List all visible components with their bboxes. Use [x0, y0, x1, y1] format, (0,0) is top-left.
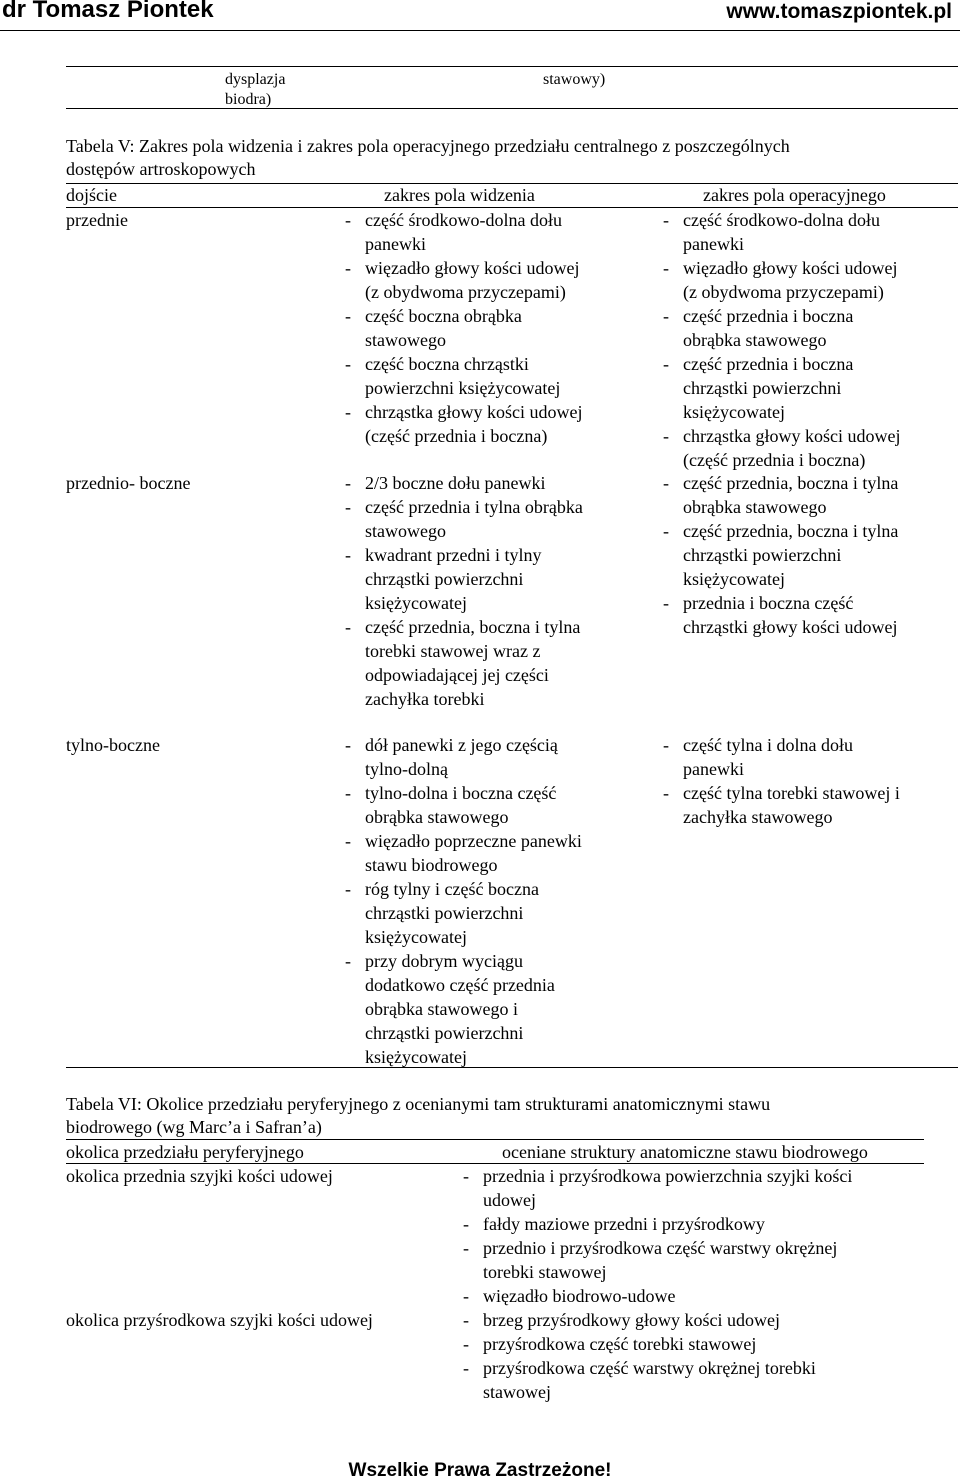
table5-view-item-line: chrząstki powierzchni	[365, 903, 524, 923]
table6-structure-item-text	[463, 1332, 756, 1356]
table5-operative-item-line: część tylna i dolna dołu	[683, 735, 853, 755]
table5-operative-item-text	[663, 304, 853, 352]
table5-caption-line2: dostępów artroskopowych	[66, 159, 256, 179]
table6-structure-item	[463, 1284, 675, 1308]
table5-view-item-line: księżycowatej	[365, 927, 467, 947]
table5-operative-item-text	[663, 256, 897, 304]
bullet-dash: -	[663, 258, 669, 278]
table5-operative-item-line: chrząstki głowy kości udowej	[683, 617, 898, 637]
table5-operative-item-line: księżycowatej	[683, 402, 785, 422]
table5-operative-item	[663, 424, 900, 472]
table6-structure-item-line: przednia i przyśrodkowa powierzchnia szyjki kości	[483, 1166, 853, 1186]
table5-view-item-line: tylno-dolną	[365, 759, 448, 779]
table5-caption-line1: Tabela V: Zakres pola widzenia i zakres pola operacyjnego przedziału centralnego z poszczególnych	[66, 136, 790, 156]
table5-header-view: zakres pola widzenia	[384, 185, 535, 205]
table5-view-item-text	[345, 352, 560, 400]
table5-operative-item-line: panewki	[683, 234, 744, 254]
table5-operative-item-line: chrząstki powierzchni	[683, 545, 842, 565]
table5-view-item-line: chrząstki powierzchni	[365, 569, 524, 589]
table5-view-item-line: zachyłka torebki	[365, 689, 485, 709]
table5-operative-item-line: więzadło głowy kości udowej	[683, 258, 898, 278]
table5-view-item	[345, 543, 541, 615]
table5-view-item-line: część boczna obrąbka	[365, 306, 522, 326]
table5-operative-item-line: (z obydwoma przyczepami)	[683, 282, 884, 302]
table5-view-item-line: obrąbka stawowego	[365, 807, 509, 827]
bullet-dash: -	[345, 951, 351, 971]
table-bottom-border	[66, 108, 958, 109]
bullet-dash: -	[345, 545, 351, 565]
table5-operative-item-line: część przednia i boczna	[683, 354, 854, 374]
table5-operative-item-line: przednia i boczna część	[683, 593, 854, 613]
table5-view-item-line: odpowiadającej jej części	[365, 665, 549, 685]
author-title: dr Tomasz Piontek	[2, 0, 214, 23]
table5-operative-item	[663, 471, 898, 519]
table5-operative-item-text	[663, 781, 900, 829]
table5-view-item-text	[345, 304, 522, 352]
table5-operative-item-line: chrząstka głowy kości udowej	[683, 426, 901, 446]
table6-structure-item	[463, 1332, 756, 1356]
bullet-dash: -	[663, 593, 669, 613]
bullet-dash: -	[463, 1286, 469, 1306]
table6-structure-item	[463, 1164, 852, 1212]
bullet-dash: -	[663, 783, 669, 803]
table5-operative-item-text	[663, 733, 853, 781]
bullet-dash: -	[663, 306, 669, 326]
table-top-border	[66, 66, 958, 67]
table5-view-item-line: chrząstki powierzchni	[365, 1023, 524, 1043]
table5-view-item-line: stawu biodrowego	[365, 855, 498, 875]
bullet-dash: -	[663, 210, 669, 230]
table5-operative-item-line: księżycowatej	[683, 569, 785, 589]
table5-view-item-line: stawowego	[365, 521, 446, 541]
bullet-dash: -	[463, 1334, 469, 1354]
bullet-dash: -	[345, 258, 351, 278]
table5-view-item-line: część przednia i tylna obrąbka	[365, 497, 583, 517]
table5-view-item-line: róg tylny i część boczna	[365, 879, 539, 899]
table6-structure-item-text	[463, 1356, 816, 1404]
continued-cell-1b: biodra)	[225, 91, 272, 108]
table5-operative-item-text	[663, 519, 898, 591]
table5-operative-item-line: obrąbka stawowego	[683, 330, 827, 350]
table5-operative-item-line: panewki	[683, 759, 744, 779]
bullet-dash: -	[345, 831, 351, 851]
table5-operative-item	[663, 591, 897, 639]
table6-structure-item-text	[463, 1284, 675, 1308]
table5-operative-item	[663, 733, 853, 781]
table5-operative-item	[663, 519, 898, 591]
table6-structure-item	[463, 1212, 765, 1236]
table5-view-item	[345, 208, 562, 256]
table6-structure-item-text	[463, 1236, 837, 1284]
table5-view-item-line: część środkowo-dolna dołu	[365, 210, 562, 230]
table5-view-item-line: księżycowatej	[365, 1047, 467, 1067]
table5-view-item-line: dodatkowo część przednia	[365, 975, 555, 995]
table5-operative-item-line: obrąbka stawowego	[683, 497, 827, 517]
bullet-dash: -	[345, 879, 351, 899]
table6-structure-item	[463, 1236, 837, 1284]
table6-structure-item-line: stawowej	[483, 1382, 551, 1402]
table6-structure-item-text	[463, 1164, 852, 1212]
table6-structure-item-text	[463, 1308, 780, 1332]
table5-view-item-line: księżycowatej	[365, 593, 467, 613]
table5-view-item	[345, 949, 555, 1069]
footer-rights: Wszelkie Prawa Zastrzeżone!	[348, 1460, 612, 1481]
table5-operative-item-text	[663, 352, 853, 424]
table5-view-item-line: część przednia, boczna i tylna	[365, 617, 581, 637]
website-link[interactable]: www.tomaszpiontek.pl	[726, 0, 952, 23]
table5-view-item	[345, 829, 582, 877]
table6-structure-item-line: przyśrodkowa część torebki stawowej	[483, 1334, 757, 1354]
bullet-dash: -	[663, 354, 669, 374]
table6-structure-item-line: torebki stawowej	[483, 1262, 607, 1282]
table5-view-item-line: więzadło głowy kości udowej	[365, 258, 580, 278]
bullet-dash: -	[345, 617, 351, 637]
continued-cell-1a: dysplazja	[225, 71, 286, 88]
table5-view-item-text	[345, 733, 558, 781]
table5-view-item	[345, 495, 583, 543]
table5-view-item	[345, 615, 580, 711]
table5-view-item-text	[345, 543, 541, 615]
table5-view-item-line: powierzchni księżycowatej	[365, 378, 561, 398]
table5-view-item-line: stawowego	[365, 330, 446, 350]
table5-view-item-text	[345, 949, 555, 1069]
table5-view-item-line: obrąbka stawowego i	[365, 999, 518, 1019]
table6-header-region: okolica przedziału peryferyjnego	[66, 1142, 304, 1162]
table5-access-cell: przednie	[66, 210, 128, 230]
table6-structure-item	[463, 1308, 780, 1332]
table5-operative-item	[663, 256, 897, 304]
table5-view-item-line: część boczna chrząstki	[365, 354, 529, 374]
table5-header-access: dojście	[66, 185, 117, 205]
table5-view-item	[345, 877, 539, 949]
table5-operative-item-text	[663, 208, 880, 256]
table5-operative-item-line: zachyłka stawowego	[683, 807, 833, 827]
table5-bottom-border	[66, 1067, 958, 1068]
table6-structure-item-line: fałdy maziowe przedni i przyśrodkowy	[483, 1214, 765, 1234]
table5-access-cell: tylno-boczne	[66, 735, 160, 755]
table6-structure-item-line: przednio i przyśrodkowa część warstwy okrężnej	[483, 1238, 838, 1258]
table5-view-item-text	[345, 877, 539, 949]
table5-operative-item-text	[663, 471, 898, 519]
table5-operative-item	[663, 352, 853, 424]
table5-view-item	[345, 256, 579, 304]
table5-view-item-text	[345, 471, 545, 495]
bullet-dash: -	[345, 402, 351, 422]
bullet-dash: -	[663, 735, 669, 755]
table5-view-item	[345, 400, 582, 448]
bullet-dash: -	[663, 426, 669, 446]
table5-operative-item	[663, 781, 900, 829]
table5-view-item-text	[345, 829, 582, 877]
bullet-dash: -	[345, 306, 351, 326]
bullet-dash: -	[345, 783, 351, 803]
bullet-dash: -	[345, 354, 351, 374]
bullet-dash: -	[463, 1358, 469, 1378]
table5-operative-item-line: część przednia, boczna i tylna	[683, 521, 899, 541]
table5-view-item-text	[345, 208, 562, 256]
table5-view-item-line: panewki	[365, 234, 426, 254]
table5-view-item-line: (z obydwoma przyczepami)	[365, 282, 566, 302]
table5-view-item-line: więzadło poprzeczne panewki	[365, 831, 582, 851]
bullet-dash: -	[663, 473, 669, 493]
table6-structure-item-line: brzeg przyśrodkowy głowy kości udowej	[483, 1310, 780, 1330]
table6-structure-item	[463, 1356, 816, 1404]
table5-view-item-line: (część przednia i boczna)	[365, 426, 548, 446]
table5-access-cell: przednio- boczne	[66, 473, 191, 493]
table5-view-item-text	[345, 400, 582, 448]
table6-structure-item-line: przyśrodkowa część warstwy okrężnej torebki	[483, 1358, 816, 1378]
table5-operative-item-line: część tylna torebki stawowej i	[683, 783, 900, 803]
table5-view-item-line: 2/3 boczne dołu panewki	[365, 473, 546, 493]
table5-view-item-text	[345, 256, 579, 304]
table5-header-operative: zakres pola operacyjnego	[703, 185, 886, 205]
table6-caption-line2: biodrowego (wg Marc’a i Safran’a)	[66, 1117, 322, 1137]
table6-region-cell: okolica przednia szyjki kości udowej	[66, 1166, 333, 1186]
table5-operative-item-text	[663, 591, 897, 639]
table5-view-item-text	[345, 781, 556, 829]
bullet-dash: -	[463, 1310, 469, 1330]
bullet-dash: -	[345, 473, 351, 493]
bullet-dash: -	[345, 735, 351, 755]
table6-caption-line1: Tabela VI: Okolice przedziału peryferyjnego z ocenianymi tam strukturami anatomicznymi stawu	[66, 1094, 771, 1114]
table5-view-item-line: torebki stawowej wraz z	[365, 641, 541, 661]
bullet-dash: -	[463, 1214, 469, 1234]
table5-view-item	[345, 471, 545, 495]
table6-structure-item-line: więzadło biodrowo-udowe	[483, 1286, 676, 1306]
table5-operative-item-line: część środkowo-dolna dołu	[683, 210, 880, 230]
table5-view-item-line: tylno-dolna i boczna część	[365, 783, 557, 803]
table5-view-item	[345, 781, 556, 829]
bullet-dash: -	[463, 1166, 469, 1186]
table5-operative-item	[663, 208, 880, 256]
table6-structure-item-line: udowej	[483, 1190, 536, 1210]
table6-region-cell: okolica przyśrodkowa szyjki kości udowej	[66, 1310, 373, 1330]
table5-view-item	[345, 352, 560, 400]
table6-header-structures: oceniane struktury anatomiczne stawu biodrowego	[502, 1142, 868, 1162]
table5-operative-item-line: część przednia i boczna	[683, 306, 854, 326]
bullet-dash: -	[463, 1238, 469, 1258]
table5-view-item-line: dół panewki z jego częścią	[365, 735, 558, 755]
table5-view-item-line: przy dobrym wyciągu	[365, 951, 523, 971]
table5-operative-item	[663, 304, 853, 352]
table5-view-item-line: chrząstka głowy kości udowej	[365, 402, 583, 422]
table6-structure-item-text	[463, 1212, 765, 1236]
table5-view-item-line: kwadrant przedni i tylny	[365, 545, 542, 565]
bullet-dash: -	[345, 210, 351, 230]
bullet-dash: -	[663, 521, 669, 541]
table5-operative-item-text	[663, 424, 900, 472]
header-divider	[0, 30, 960, 31]
table5-operative-item-line: część przednia, boczna i tylna	[683, 473, 899, 493]
table5-view-item-text	[345, 495, 583, 543]
continued-cell-2: stawowy)	[543, 71, 606, 88]
table5-operative-item-line: chrząstki powierzchni	[683, 378, 842, 398]
table5-view-item	[345, 733, 558, 781]
bullet-dash: -	[345, 497, 351, 517]
table5-view-item-text	[345, 615, 580, 711]
table5-operative-item-line: (część przednia i boczna)	[683, 450, 866, 470]
table5-view-item	[345, 304, 522, 352]
